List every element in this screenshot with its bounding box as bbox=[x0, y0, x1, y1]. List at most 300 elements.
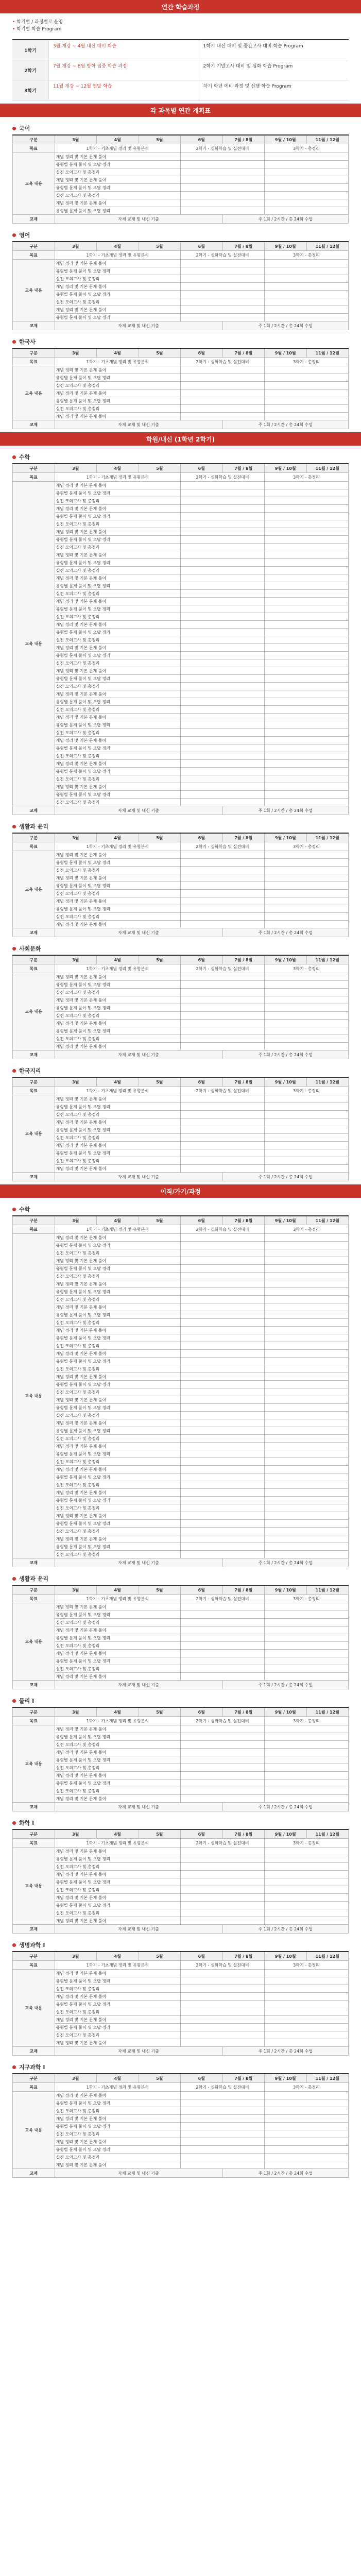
cell: 유형별 문제 풀이 및 오답 정리 bbox=[55, 2001, 181, 2008]
cell: 개념 정리 및 기본 문제 풀이 bbox=[55, 690, 181, 698]
cell bbox=[265, 1772, 349, 1780]
cell: 개념 정리 및 기본 문제 풀이 bbox=[55, 1673, 181, 1681]
month-header: 5월 bbox=[139, 2074, 181, 2083]
cell: 1학기 - 기초개념 정리 및 유형분석 bbox=[55, 358, 181, 366]
cell bbox=[265, 520, 349, 528]
month-header: 7월 / 8월 bbox=[222, 135, 265, 144]
cell bbox=[265, 1473, 349, 1481]
cell: 유형별 문제 풀이 및 오답 정리 bbox=[55, 1103, 181, 1111]
month-header: 9월 / 10월 bbox=[265, 135, 307, 144]
cell bbox=[181, 1551, 265, 1558]
row-label: 교재 bbox=[13, 1925, 55, 1934]
cell bbox=[265, 1871, 349, 1878]
cell bbox=[181, 1855, 265, 1863]
cell bbox=[265, 489, 349, 497]
plan-col: 1학기 내신 대비 및 중간고사 대비 학습 Program bbox=[199, 40, 349, 60]
cell: 실전 모의고사 및 총정리 bbox=[55, 1665, 181, 1673]
month-header: 11월 / 12월 bbox=[306, 348, 349, 358]
cell bbox=[181, 1909, 265, 1917]
row-label: 교육 내용 bbox=[13, 366, 55, 420]
cell bbox=[265, 981, 349, 989]
month-header: 5월 bbox=[139, 464, 181, 473]
cell: 개념 정리 및 기본 문제 풀이 bbox=[55, 1303, 181, 1311]
cell bbox=[265, 2024, 349, 2031]
cell: 실전 모의고사 및 총정리 bbox=[55, 1249, 181, 1257]
cell: 개념 정리 및 기본 문제 풀이 bbox=[55, 1603, 181, 1611]
cell bbox=[265, 192, 349, 199]
cell bbox=[265, 168, 349, 176]
cell bbox=[181, 1917, 265, 1925]
cell bbox=[181, 1795, 265, 1803]
month-header: 구분 bbox=[13, 242, 55, 251]
row-label: 교육 내용 bbox=[13, 482, 55, 806]
month-header: 3월 bbox=[55, 2074, 97, 2083]
bullet-icon bbox=[12, 1943, 16, 1947]
section-banner: 학원/내신 (1학년 2학기) bbox=[0, 432, 361, 446]
cell: 실전 모의고사 및 총정리 bbox=[55, 275, 181, 283]
cell bbox=[265, 760, 349, 768]
cell bbox=[181, 1741, 265, 1749]
cell bbox=[265, 613, 349, 621]
cell: 개념 정리 및 기본 문제 풀이 bbox=[55, 1650, 181, 1657]
month-header: 4월 bbox=[97, 833, 139, 842]
cell bbox=[181, 996, 265, 1004]
subject-title: 생명과학 I bbox=[19, 1942, 45, 1948]
month-header: 7월 / 8월 bbox=[222, 1952, 265, 1961]
cell bbox=[181, 374, 265, 382]
cell bbox=[181, 2001, 265, 2008]
cell: 유형별 문제 풀이 및 오답 정리 bbox=[55, 629, 181, 636]
cell: 실전 모의고사 및 총정리 bbox=[55, 659, 181, 667]
cell: 개념 정리 및 기본 문제 풀이 bbox=[55, 1871, 181, 1878]
month-header: 6월 bbox=[181, 348, 223, 358]
month-header: 9월 / 10월 bbox=[265, 1585, 307, 1595]
cell bbox=[265, 1149, 349, 1157]
subject-heading bbox=[12, 453, 349, 461]
cell: 유형별 문제 풀이 및 오답 정리 bbox=[55, 489, 181, 497]
cell: 실전 모의고사 및 총정리 bbox=[55, 1319, 181, 1327]
cell bbox=[181, 283, 265, 291]
cell bbox=[181, 1118, 265, 1126]
cell: 개념 정리 및 기본 문제 풀이 bbox=[55, 528, 181, 536]
month-header: 5월 bbox=[139, 1829, 181, 1839]
cell bbox=[181, 2138, 265, 2146]
month-header: 구분 bbox=[13, 1707, 55, 1717]
month-header: 4월 bbox=[97, 464, 139, 473]
month-header: 9월 / 10월 bbox=[265, 1952, 307, 1961]
cell: 3학기 - 총정리 bbox=[265, 251, 349, 260]
cell bbox=[181, 644, 265, 652]
cell bbox=[181, 775, 265, 783]
row-label: 교재 bbox=[13, 420, 55, 429]
cell bbox=[265, 397, 349, 405]
cell: 유형별 문제 풀이 및 오답 정리 bbox=[55, 981, 181, 989]
month-header: 구분 bbox=[13, 2074, 55, 2083]
cell: 자체 교재 및 내신 기출 bbox=[55, 806, 222, 815]
cell bbox=[181, 2092, 265, 2099]
cell bbox=[181, 1419, 265, 1427]
month-header: 5월 bbox=[139, 1585, 181, 1595]
cell bbox=[181, 1543, 265, 1551]
month-header: 6월 bbox=[181, 464, 223, 473]
cell bbox=[181, 874, 265, 882]
cell: 개념 정리 및 기본 문제 풀이 bbox=[55, 482, 181, 489]
month-header: 4월 bbox=[97, 242, 139, 251]
row-label: 교재 bbox=[13, 1050, 55, 1059]
cell bbox=[265, 629, 349, 636]
cell: 3학기 - 총정리 bbox=[265, 1225, 349, 1234]
cell bbox=[181, 706, 265, 714]
cell: 3학기 - 총정리 bbox=[265, 1087, 349, 1095]
row-label: 교육 내용 bbox=[13, 851, 55, 928]
cell bbox=[181, 1894, 265, 1902]
cell: 실전 모의고사 및 총정리 bbox=[55, 168, 181, 176]
cell: 실전 모의고사 및 총정리 bbox=[55, 1551, 181, 1558]
cell: 실전 모의고사 및 총정리 bbox=[55, 2130, 181, 2138]
cell: 실전 모의고사 및 총정리 bbox=[55, 683, 181, 690]
cell bbox=[265, 1342, 349, 1350]
cell: 실전 모의고사 및 총정리 bbox=[55, 775, 181, 783]
cell: 개념 정리 및 기본 문제 풀이 bbox=[55, 667, 181, 675]
cell bbox=[181, 859, 265, 867]
row-label: 교재 bbox=[13, 215, 55, 224]
cell: 실전 모의고사 및 총정리 bbox=[55, 636, 181, 644]
cell bbox=[181, 1787, 265, 1795]
cell bbox=[265, 1512, 349, 1520]
cell: 자체 교재 및 내신 기출 bbox=[55, 1681, 222, 1689]
cell bbox=[265, 744, 349, 752]
cell bbox=[181, 629, 265, 636]
cell bbox=[265, 1404, 349, 1412]
cell bbox=[265, 1878, 349, 1886]
cell: 실전 모의고사 및 총정리 bbox=[55, 1619, 181, 1626]
cell: 실전 모의고사 및 총정리 bbox=[55, 1035, 181, 1043]
month-header: 4월 bbox=[97, 348, 139, 358]
cell bbox=[181, 1043, 265, 1050]
cell: 개념 정리 및 기본 문제 풀이 bbox=[55, 2016, 181, 2024]
cell bbox=[181, 207, 265, 215]
subject-title: 사회문화 bbox=[19, 945, 41, 952]
cell bbox=[181, 1985, 265, 1993]
cell bbox=[265, 973, 349, 981]
cell bbox=[265, 867, 349, 874]
cell bbox=[265, 1733, 349, 1741]
month-header: 4월 bbox=[97, 135, 139, 144]
cell bbox=[265, 2001, 349, 2008]
subject-plan-table bbox=[12, 2073, 349, 2178]
cell: 유형별 문제 풀이 및 오답 정리 bbox=[55, 1756, 181, 1764]
cell: 유형별 문제 풀이 및 오답 정리 bbox=[55, 721, 181, 729]
subject-heading bbox=[12, 124, 349, 132]
cell: 실전 모의고사 및 총정리 bbox=[55, 1273, 181, 1280]
cell bbox=[265, 275, 349, 283]
cell: 유형별 문제 풀이 및 오답 정리 bbox=[55, 161, 181, 168]
cell bbox=[265, 897, 349, 905]
cell bbox=[265, 2161, 349, 2169]
cell: 실전 모의고사 및 총정리 bbox=[55, 867, 181, 874]
cell bbox=[181, 1970, 265, 1977]
cell: 개념 정리 및 기본 문제 풀이 bbox=[55, 1512, 181, 1520]
cell: 실전 모의고사 및 총정리 bbox=[55, 1458, 181, 1466]
cell bbox=[181, 1134, 265, 1142]
cell bbox=[181, 366, 265, 374]
month-header: 6월 bbox=[181, 242, 223, 251]
month-header: 11월 / 12월 bbox=[306, 1585, 349, 1595]
section-banner-plans: 각 과목별 연간 계획표 bbox=[0, 104, 361, 117]
cell bbox=[181, 799, 265, 806]
cell: 2학기 - 심화학습 및 실전대비 bbox=[181, 964, 265, 973]
cell bbox=[265, 1657, 349, 1665]
subject-plan-table bbox=[12, 463, 349, 815]
row-label: 목표 bbox=[13, 358, 55, 366]
month-header: 5월 bbox=[139, 135, 181, 144]
subject-title: 수학 bbox=[19, 454, 30, 461]
cell bbox=[265, 1358, 349, 1365]
cell: 실전 모의고사 및 총정리 bbox=[55, 1863, 181, 1871]
cell: 개념 정리 및 기본 문제 풀이 bbox=[55, 1917, 181, 1925]
cell bbox=[181, 652, 265, 659]
cell bbox=[181, 2099, 265, 2107]
cell: 개념 정리 및 기본 문제 풀이 bbox=[55, 1327, 181, 1334]
cell: 개념 정리 및 기본 문제 풀이 bbox=[55, 2039, 181, 2047]
cell bbox=[181, 153, 265, 161]
cell: 유형별 문제 풀이 및 오답 정리 bbox=[55, 291, 181, 298]
cell bbox=[265, 582, 349, 590]
month-header: 6월 bbox=[181, 1216, 223, 1225]
bullet-icon bbox=[12, 340, 16, 344]
cell: 실전 모의고사 및 총정리 bbox=[55, 799, 181, 806]
cell: 주 1회 / 2시간 / 총 24회 수업 bbox=[222, 1558, 349, 1567]
row-label: 교육 내용 bbox=[13, 153, 55, 215]
cell: 개념 정리 및 기본 문제 풀이 bbox=[55, 1993, 181, 2001]
cell bbox=[181, 714, 265, 721]
cell bbox=[181, 1020, 265, 1027]
cell bbox=[181, 1634, 265, 1642]
cell: 유형별 문제 풀이 및 오답 정리 bbox=[55, 1004, 181, 1012]
cell bbox=[181, 1126, 265, 1134]
cell: 개념 정리 및 기본 문제 풀이 bbox=[55, 1043, 181, 1050]
row-label: 교육 내용 bbox=[13, 260, 55, 321]
cell bbox=[181, 482, 265, 489]
cell bbox=[181, 1427, 265, 1435]
cell bbox=[181, 1342, 265, 1350]
cell bbox=[181, 2123, 265, 2130]
month-header: 7월 / 8월 bbox=[222, 955, 265, 964]
month-header: 9월 / 10월 bbox=[265, 2074, 307, 2083]
row-label: 교재 bbox=[13, 1173, 55, 1181]
cell bbox=[181, 1288, 265, 1296]
cell: 실전 모의고사 및 총정리 bbox=[55, 1741, 181, 1749]
cell bbox=[181, 636, 265, 644]
month-header: 11월 / 12월 bbox=[306, 2074, 349, 2083]
cell: 실전 모의고사 및 총정리 bbox=[55, 1481, 181, 1489]
month-header: 11월 / 12월 bbox=[306, 1077, 349, 1087]
cell bbox=[181, 989, 265, 996]
cell bbox=[181, 897, 265, 905]
subject-plan-table bbox=[12, 1951, 349, 2056]
cell bbox=[265, 1863, 349, 1871]
cell: 유형별 문제 풀이 및 오답 정리 bbox=[55, 207, 181, 215]
cell bbox=[181, 291, 265, 298]
cell: 1학기 - 기초개념 정리 및 유형분석 bbox=[55, 842, 181, 851]
cell bbox=[181, 1165, 265, 1173]
cell: 2학기 - 심화학습 및 실전대비 bbox=[181, 144, 265, 153]
cell bbox=[181, 314, 265, 321]
plan-col: 3월 개강 ~ 4월 내신 대비 학습 bbox=[48, 40, 199, 60]
bullet-icon bbox=[12, 1821, 16, 1825]
cell bbox=[181, 2130, 265, 2138]
cell bbox=[265, 1619, 349, 1626]
cell bbox=[265, 544, 349, 551]
cell: 유형별 문제 풀이 및 오답 정리 bbox=[55, 582, 181, 590]
month-header: 구분 bbox=[13, 955, 55, 964]
cell: 유형별 문제 풀이 및 오답 정리 bbox=[55, 1733, 181, 1741]
cell bbox=[181, 1673, 265, 1681]
bullet-icon bbox=[12, 1699, 16, 1703]
cell bbox=[265, 2146, 349, 2154]
cell bbox=[181, 1027, 265, 1035]
cell: 주 1회 / 2시간 / 총 24회 수업 bbox=[222, 1803, 349, 1811]
subject-title: 생활과 윤리 bbox=[19, 823, 48, 830]
cell bbox=[265, 1481, 349, 1489]
cell bbox=[181, 905, 265, 913]
cell bbox=[181, 1993, 265, 2001]
cell: 개념 정리 및 기본 문제 풀이 bbox=[55, 505, 181, 513]
month-header: 구분 bbox=[13, 464, 55, 473]
cell: 실전 모의고사 및 총정리 bbox=[55, 590, 181, 598]
cell bbox=[265, 2016, 349, 2024]
cell: 실전 모의고사 및 총정리 bbox=[55, 2154, 181, 2161]
month-header: 11월 / 12월 bbox=[306, 242, 349, 251]
cell bbox=[181, 1619, 265, 1626]
cell: 주 1회 / 2시간 / 총 24회 수업 bbox=[222, 2047, 349, 2056]
subject-heading bbox=[12, 1205, 349, 1213]
cell bbox=[265, 1993, 349, 2001]
cell bbox=[265, 2092, 349, 2099]
subject-heading bbox=[12, 2063, 349, 2071]
cell: 유형별 문제 풀이 및 오답 정리 bbox=[55, 1977, 181, 1985]
month-header: 11월 / 12월 bbox=[306, 1952, 349, 1961]
month-header: 7월 / 8월 bbox=[222, 1216, 265, 1225]
month-header: 6월 bbox=[181, 1585, 223, 1595]
cell bbox=[265, 1466, 349, 1473]
cell bbox=[265, 551, 349, 559]
cell bbox=[265, 1296, 349, 1303]
cell bbox=[265, 1535, 349, 1543]
cell bbox=[265, 905, 349, 913]
cell: 개념 정리 및 기본 문제 풀이 bbox=[55, 973, 181, 981]
cell bbox=[265, 184, 349, 192]
cell bbox=[181, 1733, 265, 1741]
row-label: 목표 bbox=[13, 964, 55, 973]
row-label: 목표 bbox=[13, 1961, 55, 1970]
month-header: 5월 bbox=[139, 955, 181, 964]
cell bbox=[265, 1388, 349, 1396]
subject-title: 국어 bbox=[19, 125, 30, 132]
cell: 주 1회 / 2시간 / 총 24회 수업 bbox=[222, 928, 349, 937]
cell bbox=[265, 1142, 349, 1149]
cell bbox=[181, 1772, 265, 1780]
cell bbox=[181, 1142, 265, 1149]
cell: 실전 모의고사 및 총정리 bbox=[55, 613, 181, 621]
cell: 개념 정리 및 기본 문제 풀이 bbox=[55, 714, 181, 721]
row-label: 교육 내용 bbox=[13, 1970, 55, 2047]
row-label: 교육 내용 bbox=[13, 1603, 55, 1681]
cell bbox=[265, 1741, 349, 1749]
cell: 개념 정리 및 기본 문제 풀이 bbox=[55, 621, 181, 629]
month-header: 4월 bbox=[97, 2074, 139, 2083]
month-header: 7월 / 8월 bbox=[222, 2074, 265, 2083]
cell bbox=[181, 199, 265, 207]
cell bbox=[265, 1103, 349, 1111]
cell bbox=[181, 489, 265, 497]
cell bbox=[265, 1795, 349, 1803]
cell: 3학기 - 총정리 bbox=[265, 1595, 349, 1603]
cell: 실전 모의고사 및 총정리 bbox=[55, 890, 181, 897]
cell bbox=[181, 1149, 265, 1157]
plan-col: 7월 개강 ~ 8월 방학 집중 학습 과정 bbox=[48, 60, 199, 80]
plan-label: 1학기 bbox=[12, 40, 48, 60]
month-header: 4월 bbox=[97, 1829, 139, 1839]
month-header: 4월 bbox=[97, 955, 139, 964]
cell bbox=[265, 1419, 349, 1427]
cell bbox=[181, 1242, 265, 1249]
cell bbox=[265, 1749, 349, 1756]
cell: 자체 교재 및 내신 기출 bbox=[55, 928, 222, 937]
cell bbox=[181, 2031, 265, 2039]
cell bbox=[181, 1350, 265, 1358]
subject-plan-table bbox=[12, 348, 349, 429]
cell bbox=[181, 1234, 265, 1242]
cell: 주 1회 / 2시간 / 총 24회 수업 bbox=[222, 215, 349, 224]
cell: 3학기 - 총정리 bbox=[265, 1839, 349, 1848]
subject-heading bbox=[12, 337, 349, 346]
cell bbox=[181, 1265, 265, 1273]
cell bbox=[181, 1311, 265, 1319]
cell: 유형별 문제 풀이 및 오답 정리 bbox=[55, 791, 181, 799]
month-header: 3월 bbox=[55, 1952, 97, 1961]
cell: 1학기 - 기초개념 정리 및 유형분석 bbox=[55, 1087, 181, 1095]
subject-title: 한국지리 bbox=[19, 1067, 41, 1074]
cell: 실전 모의고사 및 총정리 bbox=[55, 2107, 181, 2115]
cell bbox=[181, 721, 265, 729]
cell bbox=[181, 1012, 265, 1020]
cell: 실전 모의고사 및 총정리 bbox=[55, 382, 181, 389]
cell: 2학기 - 심화학습 및 실전대비 bbox=[181, 1717, 265, 1725]
cell: 실전 모의고사 및 총정리 bbox=[55, 2031, 181, 2039]
cell: 1학기 - 기초개념 정리 및 유형분석 bbox=[55, 473, 181, 482]
cell bbox=[265, 2099, 349, 2107]
month-header: 구분 bbox=[13, 1952, 55, 1961]
cell bbox=[265, 1626, 349, 1634]
cell: 1학기 - 기초개념 정리 및 유형분석 bbox=[55, 251, 181, 260]
cell bbox=[265, 1373, 349, 1381]
cell: 실전 모의고사 및 총정리 bbox=[55, 2008, 181, 2016]
subject-plan-table bbox=[12, 1215, 349, 1567]
cell bbox=[265, 1242, 349, 1249]
cell bbox=[181, 582, 265, 590]
cell bbox=[265, 1909, 349, 1917]
cell: 유형별 문제 풀이 및 오답 정리 bbox=[55, 1902, 181, 1909]
cell bbox=[181, 1871, 265, 1878]
cell: 자체 교재 및 내신 기출 bbox=[55, 215, 222, 224]
bullet-icon bbox=[12, 947, 16, 951]
cell: 개념 정리 및 기본 문제 풀이 bbox=[55, 306, 181, 314]
cell bbox=[265, 389, 349, 397]
cell: 개념 정리 및 기본 문제 풀이 bbox=[55, 1142, 181, 1149]
cell bbox=[265, 374, 349, 382]
cell: 개념 정리 및 기본 문제 풀이 bbox=[55, 1095, 181, 1103]
